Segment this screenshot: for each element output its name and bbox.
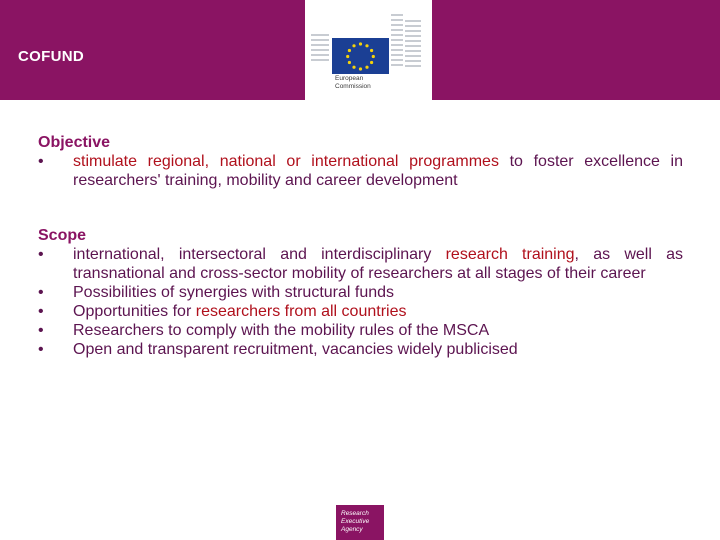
bullet-item [38,283,683,302]
slide-title: COFUND [18,48,84,65]
european-commission-logo [305,0,432,102]
highlighted-text: researchers from all countries [195,303,407,320]
slide-content [38,133,683,359]
bullet-text: Possibilities of synergies with structural funds [73,284,395,301]
bullet-item [38,321,683,340]
bullet-text: international, intersectoral and interdisciplinary [73,246,446,263]
bullet-text: Opportunities for [73,303,196,320]
objective-heading: Objective [38,134,111,151]
bullet-icon: • [38,322,44,339]
bullet-icon: • [38,153,44,170]
bullet-icon: • [38,303,44,320]
ec-logo-text: European Commission [335,75,371,90]
highlighted-text: research training [445,246,575,263]
research-executive-agency-logo [336,505,384,540]
bullet-icon: • [38,284,44,301]
objective-bullet-list [38,152,683,190]
bullet-item [38,302,683,321]
scope-bullet-list [38,245,683,359]
bullet-text: Open and transparent recruitment, vacancies widely publicised [73,341,518,358]
bullet-item [38,152,683,190]
bullet-item [38,245,683,283]
bullet-text: Researchers to comply with the mobility rules of the MSCA [73,322,490,339]
bullet-icon: • [38,246,44,263]
bullet-text: , as well as transnational and cross-sector mobility of researchers at all stages of their career [73,246,684,282]
scope-section [38,226,683,359]
objective-section [38,133,683,190]
highlighted-text: stimulate regional, national or international programmes [73,153,499,170]
rea-logo-text: Research Executive Agency [341,510,370,533]
bullet-item [38,340,683,359]
bullet-icon: • [38,341,44,358]
bullet-text: to foster excellence in researchers' training, mobility and career development [73,153,684,189]
scope-heading: Scope [38,227,87,244]
